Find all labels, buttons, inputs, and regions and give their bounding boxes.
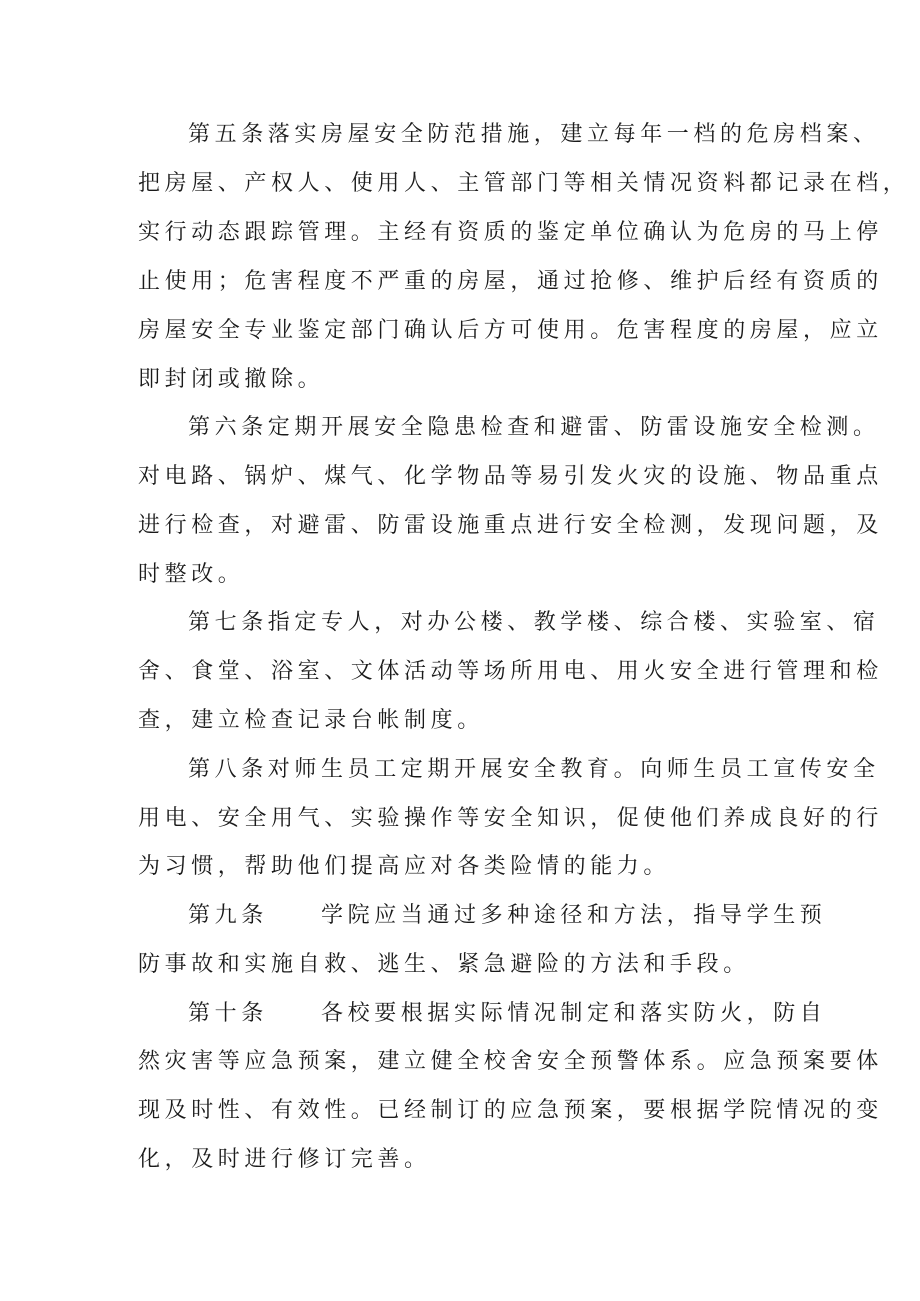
article-10-line-4: 化，及时进行修订完善。 — [138, 1147, 431, 1172]
article-5-line-1: 第五条落实房屋安全防范措施，建立每年一档的危房档案、 — [188, 122, 880, 147]
article-7-line-2: 舍、食堂、浴室、文体活动等场所用电、用火安全进行管理和检 — [138, 659, 883, 684]
article-5-line-3: 实行动态跟踪管理。主经有资质的鉴定单位确认为危房的马上停 — [138, 220, 883, 245]
article-9-line-2: 防事故和实施自救、逃生、紧急避险的方法和手段。 — [138, 952, 750, 977]
article-5-line-2: 把房屋、产权人、使用人、主管部门等相关情况资料都记录在档， — [138, 171, 910, 196]
article-8-line-3: 为习惯，帮助他们提高应对各类险情的能力。 — [138, 854, 671, 879]
article-10-line-3: 现及时性、有效性。已经制订的应急预案，要根据学院情况的变 — [138, 1098, 883, 1123]
article-9-line-1: 第九条 学院应当通过多种途径和方法，指导学生预 — [188, 903, 827, 928]
article-6-line-1: 第六条定期开展安全隐患检查和避雷、防雷设施安全检测。 — [188, 415, 880, 440]
article-5-line-4: 止使用；危害程度不严重的房屋，通过抢修、维护后经有资质的 — [138, 269, 883, 294]
article-6-line-4: 时整改。 — [138, 562, 245, 587]
article-8-line-2: 用电、安全用气、实验操作等安全知识，促使他们养成良好的行 — [138, 806, 883, 831]
article-7-line-1: 第七条指定专人，对办公楼、教学楼、综合楼、实验室、宿 — [188, 610, 880, 635]
article-8-line-1: 第八条对师生员工定期开展安全教育。向师生员工宣传安全 — [188, 757, 880, 782]
article-6-line-3: 进行检查，对避雷、防雷设施重点进行安全检测，发现问题，及 — [138, 513, 883, 538]
article-7-line-3: 查，建立检查记录台帐制度。 — [138, 708, 484, 733]
article-6-line-2: 对电路、锅炉、煤气、化学物品等易引发火灾的设施、物品重点 — [138, 464, 883, 489]
article-10-line-2: 然灾害等应急预案，建立健全校舍安全预警体系。应急预案要体 — [138, 1049, 883, 1074]
article-5-line-5: 房屋安全专业鉴定部门确认后方可使用。危害程度的房屋，应立 — [138, 318, 883, 343]
article-10-line-1: 第十条 各校要根据实际情况制定和落实防火，防自 — [188, 1001, 827, 1026]
article-5-line-6: 即封闭或撤除。 — [138, 367, 325, 392]
